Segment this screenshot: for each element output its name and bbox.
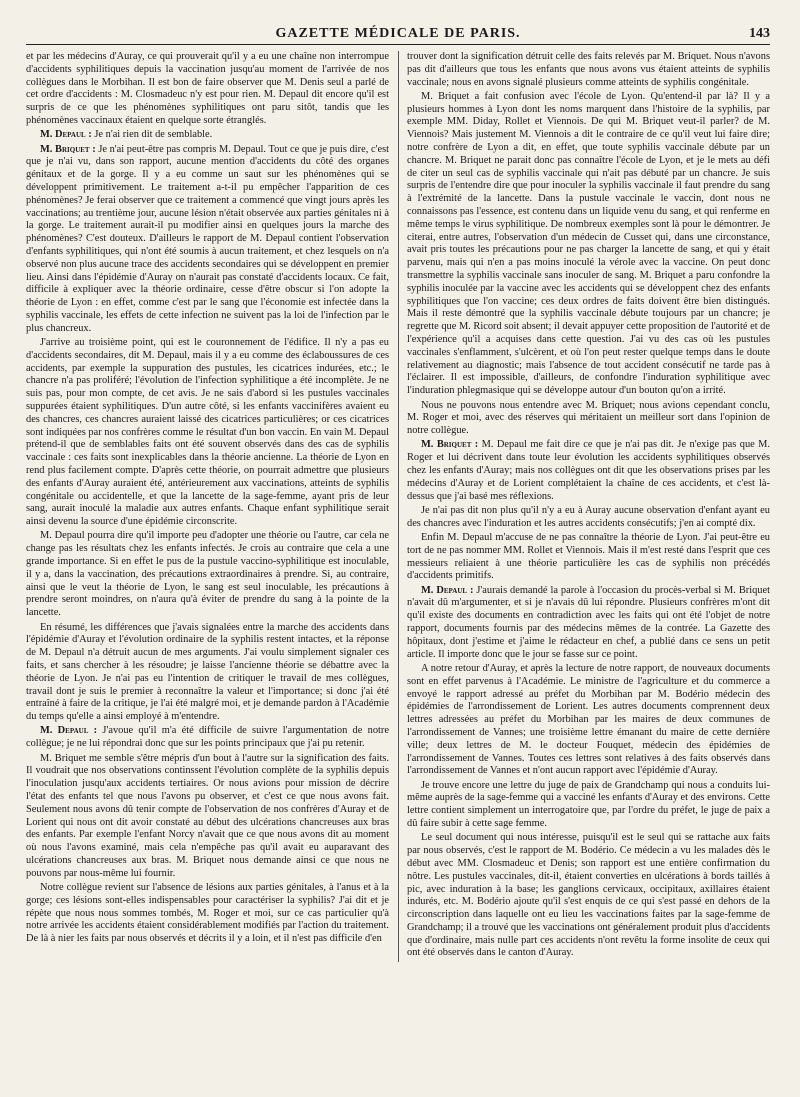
page-number: 143 (749, 26, 770, 41)
speaker-name: M. Depaul : (421, 584, 474, 596)
paragraph (26, 725, 389, 751)
paragraph (26, 753, 389, 881)
paragraph (26, 144, 389, 336)
paragraph-text: M. Briquet me semble s'être mépris d'un bout à l'autre sur la signification des faits. Il voudrait que nos observations continssent l'évolution complète de la syphilis depuis l'inoculation jusqu'aux accidents tertiaires. Or nous avions pour mission de décrire l'état des enfants tel que nous l'avons pu observer, et c'est ce que nous avons fait. Seulement nous avons dû tenir compte de l'observation de nos confrères d'Auray et de Lorient qui nous ont dit avoir constaté au début des ulcérations chancreuses aux bras des enfants. Par exemple l'enfant Norcy n'avait que ce que nous avons dit au moment où nous l'avons examiné, mais cela n'empêche pas qu'il avait eu auparavant des ulcérations chancreuses aux bras. M. Briquet nous demande ainsi ce que nous ne pouvons par nous-même lui fournir. (26, 752, 389, 879)
paragraph-text: Je n'ai pas dit non plus qu'il n'y a eu à Auray aucune observation d'enfant ayant eu des chancres avec l'induration et les autres accidents consécutifs; j'en ai compté dix. (407, 504, 770, 529)
paragraph-text: Je n'ai rien dit de semblable. (91, 129, 213, 141)
paragraph (407, 91, 770, 398)
paragraph (407, 51, 770, 89)
paragraph-text: J'avoue qu'il m'a été difficile de suivre l'argumentation de notre collègue; je ne lui répondrai donc que sur les points principaux que j'ai pu retenir. (26, 725, 389, 750)
paragraph-text: M. Depaul pourra dire qu'il importe peu d'adopter une théorie ou l'autre, car cela ne change pas les résultats chez les enfants infectés. Je crois au contraire que cela a une grande importance. Si en effet le pus de la pustule vaccino-syphilitique est inoculable, il y a, dans la vaccination, des précautions extraordinaires à prendre. Si, au contraire, ainsi que le veut la théorie de Lyon, le sang est seul inoculable, les précautions à prendre seront moindres, on n'aura qu'à éviter de prendre du sang à la pointe de la lancette. (26, 530, 389, 619)
left-column (26, 51, 389, 962)
paragraph-text: Je trouve encore une lettre du juge de paix de Grandchamp qui nous a conduits lui-même auprès de la sage-femme qui a vacciné les enfants d'Auray et des environs. Cette lettre contient simplement un interrogatoire que, par l'ordre du préfet, le juge de paix a dû faire subir à cette sage femme. (407, 779, 770, 830)
paragraph (407, 505, 770, 531)
paragraph (26, 51, 389, 128)
paragraph-text: J'aurais demandé la parole à l'occasion du procès-verbal si M. Briquet n'avait dû m'argumenter, et si je n'avais dû lui répondre. Plusieurs confrères m'ont dit qu'il existe des documents en contradiction avec les faits qui ont été l'objet de notre rapport, documents fournis par des médecins mêmes de la contrée. La Gazette des hôpitaux, dont j'estime et j'aime le rédacteur en chef, a publié dans ce sens un petit article. Il importe donc que le jour se fasse sur ce point. (407, 584, 770, 660)
paragraph-text: Le seul document qui nous intéresse, puisqu'il est le seul qui se rattache aux faits par nous observés, c'est le rapport de M. Bodério. Ce médecin a vu les malades dès le début avec MM. Closmadeuc et Denis; son rapport est une entière confirmation du nôtre. Les pustules vaccinales, dit-il, étaient converties en ulcérations à bords taillés à pic, avec induration à la base; les ganglions cervicaux, occipitaux, axillaires étaient indurés, etc. M. Bodério ajoute qu'il s'est enquis de ce qui s'est passé en dehors de la circonscription dans laquelle ont eu lieu les vaccinations faites par la sage-femme de Grandchamp; il a trouvé que les vaccinations ont généralement produit plus d'accidents que d'ordinaire, mais nulle part ces accidents n'ont revêtu la forme insolite de ceux qui ont été observés dans le canton d'Auray. (407, 832, 770, 959)
paragraph-text: Notre collègue revient sur l'absence de lésions aux parties génitales, à l'anus et à la gorge; ces lésions sont-elles indispensables pour caractériser la syphilis? J'ai dit et je répète que nous nous sommes tombés, M. Roger et moi, sur ce cas particulier qu'à notre arrivée les accidents étaient considérablement modifiés par l'action du traitement. De là à nier les faits par nous observés et décrits il y a loin, et il n'est pas difficile d'en (26, 882, 389, 945)
paragraph-text: Nous ne pouvons nous entendre avec M. Briquet; nous avions cependant conclu, M. Roger et moi, avec des réserves qui méritaient un meilleur sort dans l'opinion de notre collègue. (407, 399, 770, 437)
speaker-name: M. Depaul : (40, 129, 92, 141)
paragraph (26, 622, 389, 724)
paragraph (26, 530, 389, 620)
paragraph-text: Je n'ai peut-être pas compris M. Depaul. Tout ce que je puis dire, c'est que je n'ai vu, dans son rapport, aucune mention d'accidents du côté des organes génitaux et de la gorge. Il y a eu comme un saut sur les phénomènes qui se développent primitivement. Le traitement a-t-il pu empêcher l'apparition de ces phénomènes? Je ferai observer que ce traitement a commencé que vingt jours après les vaccinations; au trentième jour, aucune lésion n'était observée aux parties génitales ni à la gorge. Le traitement aurait-il pu modifier ainsi en quelques jours la marche des phénomènes? C'est douteux. D'ailleurs le rapport de M. Depaul contient l'observation d'enfants syphilitiques, qui n'ont été soumis à aucun traitement, et chez lesquels on n'a observé non plus aucune trace des accidents secondaires qui se développent en premier lieu. Ainsi dans l'épidémie d'Auray on n'aurait pas constaté d'accidents locaux. Ce fait, difficile à expliquer avec la théorie ordinaire, cesse d'être obscur si l'on adopte la théorie de Lyon : en effet, comme c'est par le sang que l'économie est infectée dans la syphilis vaccinale, les effets de cette infection ne suivent pas la loi de l'infection par le plus chancreux. (26, 143, 390, 334)
paragraph (26, 882, 389, 946)
paragraph-text: M. Briquet a fait confusion avec l'école de Lyon. Qu'entend-il par là? Il y a plusieurs hommes à Lyon dont les noms marquent dans l'histoire de la syphilis, par exemple MM. Diday, Rollet et Viennois. De qui M. Briquet veut-il parler? de M. Viennois? Mais justement M. Viennois a dit le contraire de ce qu'il veut lui faire dire; notre confrère de Lyon a dit, en effet, que toute syphilis vaccinale débute par un chancre. M. Briquet ne parait donc pas connaître l'école de Lyon, et je le mets au défi de citer un seul cas de syphilis vaccinale qui n'ait pas débuté par un chancre. Je suis surpris de l'entendre dire que pour inoculer la syphilis vaccinale il faut prendre du sang à l'extrémité de la lancette. Dans la pustule vaccinale le vaccin, dont nous ne connaissons pas l'essence, est contenu dans un liquide venu du sang, et qui renferme en même temps le virus syphilitique. De nombreux exemples sont là pour le démontrer. Je citerai, entre autres, l'observation d'un médecin de Cusset qui, dans une circonstance, avait pris toutes les précautions pour ne pas charger la lancette de sang, et qui y était parvenu, mais qui n'en a pas moins inoculé la vérole avec la vaccine. On peut donc transmettre la syphilis vaccinale sans inoculer de sang. M. Briquet a paru confondre la syphilis inoculée par la vaccine avec les accidents qui se développent chez des enfants syphilitiques que l'on vaccine; ces deux ordres de faits doivent être bien distingués. Mais il reste démontré que la syphilis vaccinale débute toujours par un chancre; je regrette que M. Ricord soit absent; il devait appuyer cette proposition de l'autorité et de l'expérience qu'il a acquises dans cette question. J'ai vu des cas où les pustules vaccinales s'enflamment, s'ulcèrent, et où l'on peut rester quelque temps dans le doute relativement au diagnostic; mais l'absence de tout accident consécutif ne tarde pas à l'éclairer. Il est impossible, d'ailleurs, de confondre l'induration syphilitique avec l'induration phlegmasique qui se développe autour d'un bouton qu'on a irrité. (407, 90, 770, 397)
paragraph (407, 832, 770, 960)
paragraph (407, 439, 770, 503)
speaker-name: M. Depaul : (40, 725, 98, 737)
paragraph-text: trouver dont la signification détruit celle des faits relevés par M. Briquet. Nous n'avons pas dit d'ailleurs que tous les enfants que nous avons vus étaient atteints de syphilis vaccinale; nous en avons signalé plusieurs comme atteints de syphilis congénitale. (407, 51, 770, 88)
paragraph (407, 780, 770, 831)
journal-title: GAZETTE MÉDICALE DE PARIS. (275, 26, 521, 41)
paragraph-text: A notre retour d'Auray, et après la lecture de notre rapport, de nouveaux documents sont en effet parvenus à l'Académie. Le ministre de l'agriculture et du commerce a envoyé le rapport adressé au préfet du Morbihan par M. Bodério médecin des épidémies de l'arrondissement de Lorient. Les autres documents comprennent deux lettres adressées au préfet du Morbihan par les maires de deux communes de l'arrondissement de Vannes; une troisième lettre émanant du maire de cette dernière ville; deux lettres de M. le docteur Fouquet, médecin des épidémies de l'arrondissement de Vannes. Toutes ces lettres sont relatives à des faits observés dans l'arrondissement de Vannes et n'ont aucun rapport avec l'épidémie d'Auray. (407, 662, 770, 777)
paragraph (407, 663, 770, 778)
paragraph (407, 532, 770, 583)
paragraph (407, 400, 770, 438)
paragraph-text: et par les médecins d'Auray, ce qui prouverait qu'il y a eu une chaîne non interrompue d'accidents syphilitiques depuis la vaccination jusqu'au moment de l'arrivée de nos collègues dans le Morbihan. Il est bon de faire observer que M. Denis seul a parlé de cet ordre d'accidents : M. Closmadeuc n'y est pour rien. M. Depaul dit encore qu'il est surpris de ce que les phénomènes syphilitiques ont paru sitôt, tandis que les phénomènes vaccinaux étaient en quelque sorte étranglés. (26, 51, 389, 126)
paragraph-text: J'arrive au troisième point, qui est le couronnement de l'édifice. Il n'y a pas eu d'accidents secondaires, dit M. Depaul, mais il y a eu comme des éclaboussures de ces accidents, par exemple la suppuration des pustules, les cicatrices indurées, etc.; le chancre n'a pas proliféré; l'évolution de l'infection syphilitique a été incomplète. Je ne suis pas, pour mon compte, de cet avis. Je ne sais d'abord si les pustules vaccinales suppurées étaient syphilitiques. D'un autre côté, si les enfants vaccinifères avaient eu des chancres, ces chancres auraient laissé des cicatrices particulières; or ces cicatrices sont indiquées par nos confrères comme le résultat d'un bon vaccin. En vain M. Depaul prétend-il que de semblables faits ont été souvent observés dans des cas de syphilis vaccinale : ces faits sont inexplicables dans la théorie ancienne. La théorie de Lyon en rend plus facilement compte. D'après cette théorie, on pourrait admettre que plusieurs des enfants d'Auray auraient été, antérieurement aux vaccinations, atteints de syphilis congénitale ou accidentelle, et que la lancette de la sage-femme, ayant pris de leur sang, aurait inoculé la maladie aux autres enfants. Chaque enfant syphilitique serait ainsi devenu la source d'une épidémie circonscrite. (26, 337, 389, 528)
speaker-name: M. Briquet : (40, 143, 96, 155)
paragraph (26, 337, 389, 529)
paragraph (26, 129, 389, 142)
right-column (407, 51, 770, 962)
paragraph-text: En résumé, les différences que j'avais signalées entre la marche des accidents dans l'épidémie d'Auray et l'évolution ordinaire de la syphilis restent intactes, et la réponse de M. Depaul n'a détruit aucun de mes arguments. J'ai voulu simplement signaler ces faits, et sans chercher à les résoudre; je laisse l'ancienne théorie se débattre avec la théorie de Lyon. Je n'ai pas eu l'intention de critiquer le travail de mes collègues, travail dont je suis le premier à reconnaître la valeur et l'importance; si donc j'ai été entraîné à faire de la critique, je l'ai été malgré moi, et je demande pardon à l'Académie du temps qu'elle a ainsi employé à m'entendre. (26, 621, 389, 723)
text-columns (26, 51, 770, 962)
paragraph-text: Enfin M. Depaul m'accuse de ne pas connaître la théorie de Lyon. J'ai peut-être eu tort de ne pas nommer MM. Rollet et Viennois. Mais il m'est resté dans l'esprit que ces messieurs reliaient à une théorie particulière les cas de syphilis non précédés d'accidents primitifs. (407, 531, 770, 582)
paragraph-text: M. Depaul me fait dire ce que je n'ai pas dit. Je n'exige pas que M. Roger et lui décrivent dans toute leur évolution les accidents syphilitiques observés chez les enfants d'Auray; mais nos collègues ont dit que les observations prises par les médecins d'Auray et de Lorient complétaient la chaîne de ces accidents, et c'est là-dessus que j'ai basé mes réflexions. (407, 439, 770, 502)
speaker-name: M. Briquet : (421, 439, 479, 451)
page-header (26, 24, 770, 45)
paragraph (407, 585, 770, 662)
